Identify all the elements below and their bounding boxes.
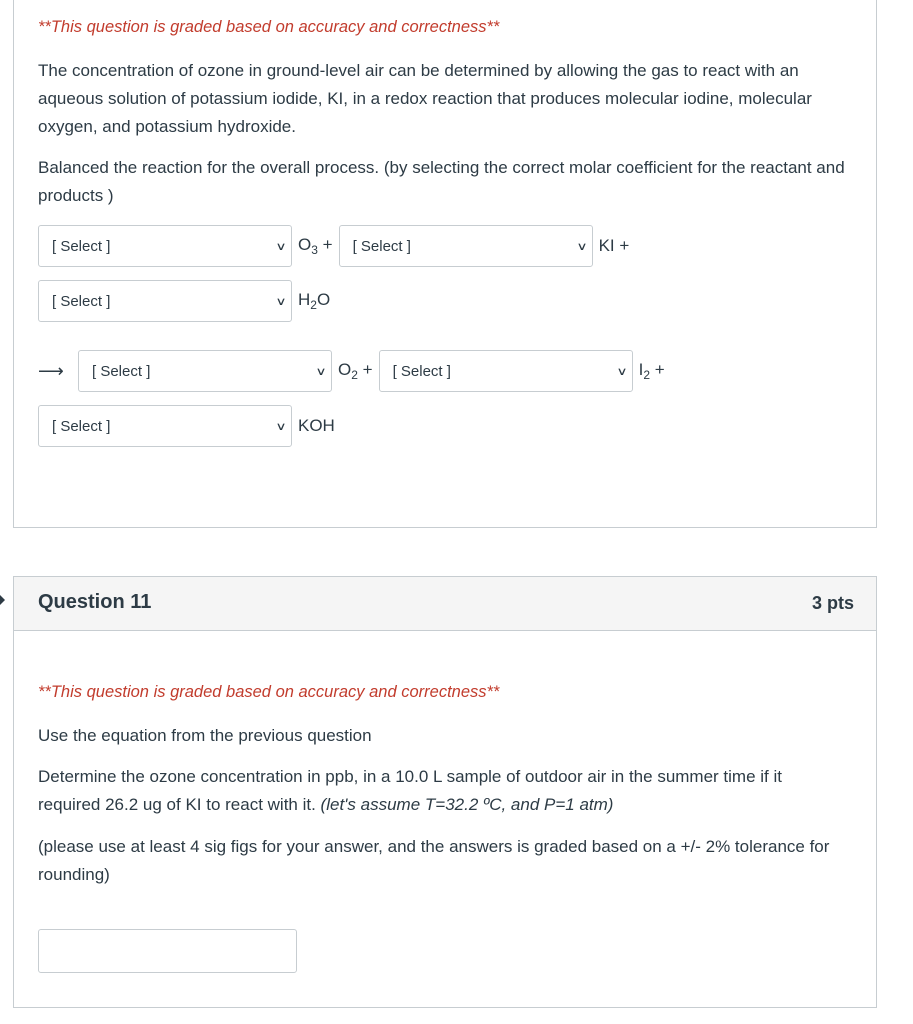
coefficient-select-koh[interactable] [38, 405, 292, 447]
select-label: [ Select ] [352, 237, 411, 255]
assumption-note: (let's assume T=32.2 ºC, and P=1 atm) [320, 795, 614, 814]
question-title: Question 11 [38, 591, 152, 613]
equation-row-1 [38, 224, 629, 268]
select-label: [ Select ] [52, 417, 111, 435]
select-label: [ Select ] [392, 362, 451, 380]
coefficient-select-o3[interactable] [38, 225, 292, 267]
reaction-arrow-icon: ⟶ [38, 360, 64, 381]
coefficient-select-i2[interactable] [379, 350, 633, 392]
chevron-down-icon: ∨ [615, 365, 628, 378]
chevron-down-icon: ∨ [575, 240, 588, 253]
coefficient-select-ki[interactable] [339, 225, 593, 267]
chevron-down-icon: ∨ [275, 295, 287, 308]
question-line-1: Use the equation from the previous question [38, 726, 372, 745]
select-label: [ Select ] [92, 362, 151, 380]
question-instruction: Balanced the reaction for the overall process. (by selecting the correct molar coefficient for the reactant and products ) [38, 158, 845, 205]
chevron-down-icon: ∨ [315, 365, 327, 378]
species-ki: KI + [598, 236, 630, 255]
question-11-card [13, 576, 877, 1008]
current-question-marker-icon [0, 595, 6, 605]
graded-note: **This question is graded based on accuracy and correctness** [38, 683, 500, 701]
equation-row-3 [38, 349, 665, 393]
species-koh: KOH [298, 416, 335, 435]
question-points: 3 pts [811, 593, 854, 613]
answer-input[interactable] [38, 929, 297, 973]
species-i2: $I_2$ + [638, 360, 665, 382]
question-10-card [13, 0, 877, 528]
select-label: [ Select ] [52, 237, 111, 255]
species-o3: $O_3$ + [298, 235, 333, 257]
question-line-2: Determine the ozone concentration in ppb, in a 10.0 L sample of outdoor air in the summer time if it required 26.2 ug of KI to react with it. (let's assume T=32.2 ºC, and P=1 atm) [38, 767, 782, 814]
graded-note: **This question is graded based on accuracy and correctness** [38, 18, 500, 36]
species-h2o: $H_2O$ [298, 290, 331, 312]
question-line-3: (please use at least 4 sig figs for your answer, and the answers is graded based on a +/- 2% tolerance for rounding) [38, 837, 830, 884]
question-intro: The concentration of ozone in ground-level air can be determined by allowing the gas to react with an aqueous solution of potassium iodide, KI, in a redox reaction that produces molecular iodine, molecular oxygen, and potassium hydroxide. [38, 61, 812, 136]
question-header [14, 577, 876, 631]
select-label: [ Select ] [52, 292, 111, 310]
coefficient-select-h2o[interactable] [38, 280, 292, 322]
equation-row-4 [38, 404, 335, 448]
coefficient-select-o2[interactable] [78, 350, 332, 392]
equation-row-2 [38, 279, 330, 323]
chevron-down-icon: ∨ [275, 420, 287, 433]
chevron-down-icon: ∨ [275, 240, 287, 253]
species-o2: $O_2$ + [338, 360, 373, 382]
